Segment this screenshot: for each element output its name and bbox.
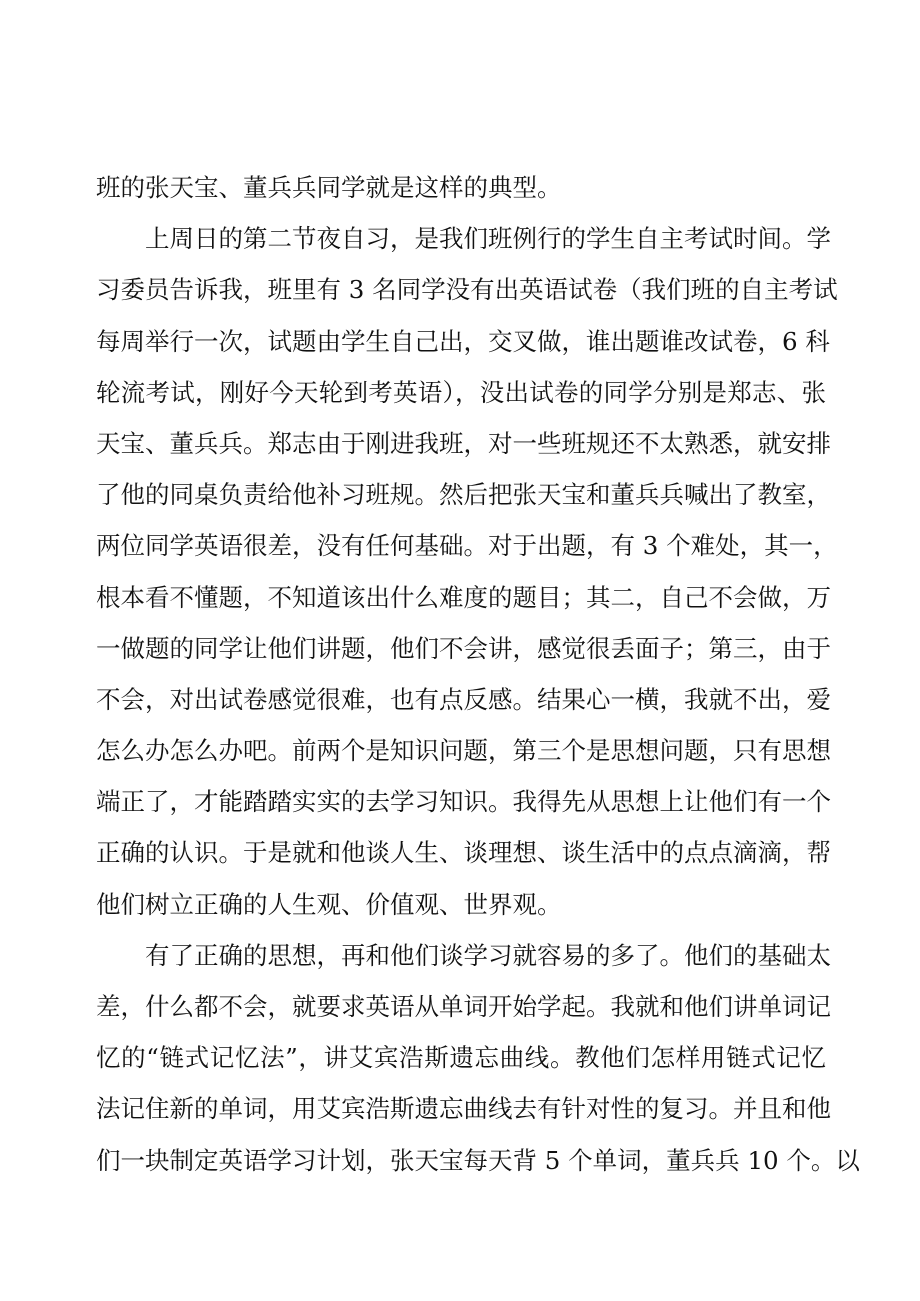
paragraph-2-line-3: 每周举行一次，试题由学生自己出，交叉做，谁出题谁改试卷，6 科 xyxy=(96,326,830,356)
paragraph-2-line-1: 上周日的第二节夜自习，是我们班例行的学生自主考试时间。学 xyxy=(145,224,831,254)
paragraph-2-line-9: 一做题的同学让他们讲题，他们不会讲，感觉很丢面子；第三，由于 xyxy=(96,633,831,663)
paragraph-2-line-8: 根本看不懂题，不知道该出什么难度的题目；其二，自己不会做，万 xyxy=(96,582,831,612)
paragraph-3-line-2: 差，什么都不会，就要求英语从单词开始学起。我就和他们讲单词记 xyxy=(96,992,831,1021)
paragraph-2-line-4: 轮流考试，刚好今天轮到考英语），没出试卷的同学分别是郑志、张 xyxy=(96,377,826,407)
paragraph-2-line-7: 两位同学英语很差，没有任何基础。对于出题，有 3 个难处，其一， xyxy=(96,531,838,561)
paragraph-2-line-14: 他们树立正确的人生观、价值观、世界观。 xyxy=(96,889,562,919)
paragraph-2-line-13: 正确的认识。于是就和他谈人生、谈理想、谈生活中的点点滴滴，帮 xyxy=(96,838,831,868)
paragraph-3-line-1: 有了正确的思想，再和他们谈学习就容易的多了。他们的基础太 xyxy=(145,940,831,970)
paragraph-2-line-6: 了他的同桌负责给他补习班规。然后把张天宝和董兵兵喊出了教室， xyxy=(96,480,831,510)
paragraph-2-line-11: 怎么办怎么办吧。前两个是知识问题，第三个是思想问题，只有思想 xyxy=(96,736,831,766)
paragraph-3-line-4: 法记住新的单词，用艾宾浩斯遗忘曲线去有针对性的复习。并且和他 xyxy=(96,1094,831,1124)
paragraph-2-line-10: 不会，对出试卷感觉很难，也有点反感。结果心一横，我就不出，爱 xyxy=(96,684,831,714)
paragraph-2-line-2: 习委员告诉我，班里有 3 名同学没有出英语试卷（我们班的自主考试 xyxy=(96,275,838,305)
paragraph-3-line-3: 忆的“链式记忆法”，讲艾宾浩斯遗忘曲线。教他们怎样用链式记忆 xyxy=(96,1043,826,1073)
paragraph-2-line-5: 天宝、董兵兵。郑志由于刚进我班，对一些班规还不太熟悉，就安排 xyxy=(96,428,831,458)
body-text xyxy=(96,162,860,1186)
paragraph-1-line-1: 班的张天宝、董兵兵同学就是这样的典型。 xyxy=(96,173,562,202)
paragraph-3-line-5: 们一块制定英语学习计划，张天宝每天背 5 个单词，董兵兵 10 个。以 xyxy=(96,1145,860,1175)
paragraph-2-line-12: 端正了，才能踏踏实实的去学习知识。我得先从思想上让他们有一个 xyxy=(96,787,831,817)
